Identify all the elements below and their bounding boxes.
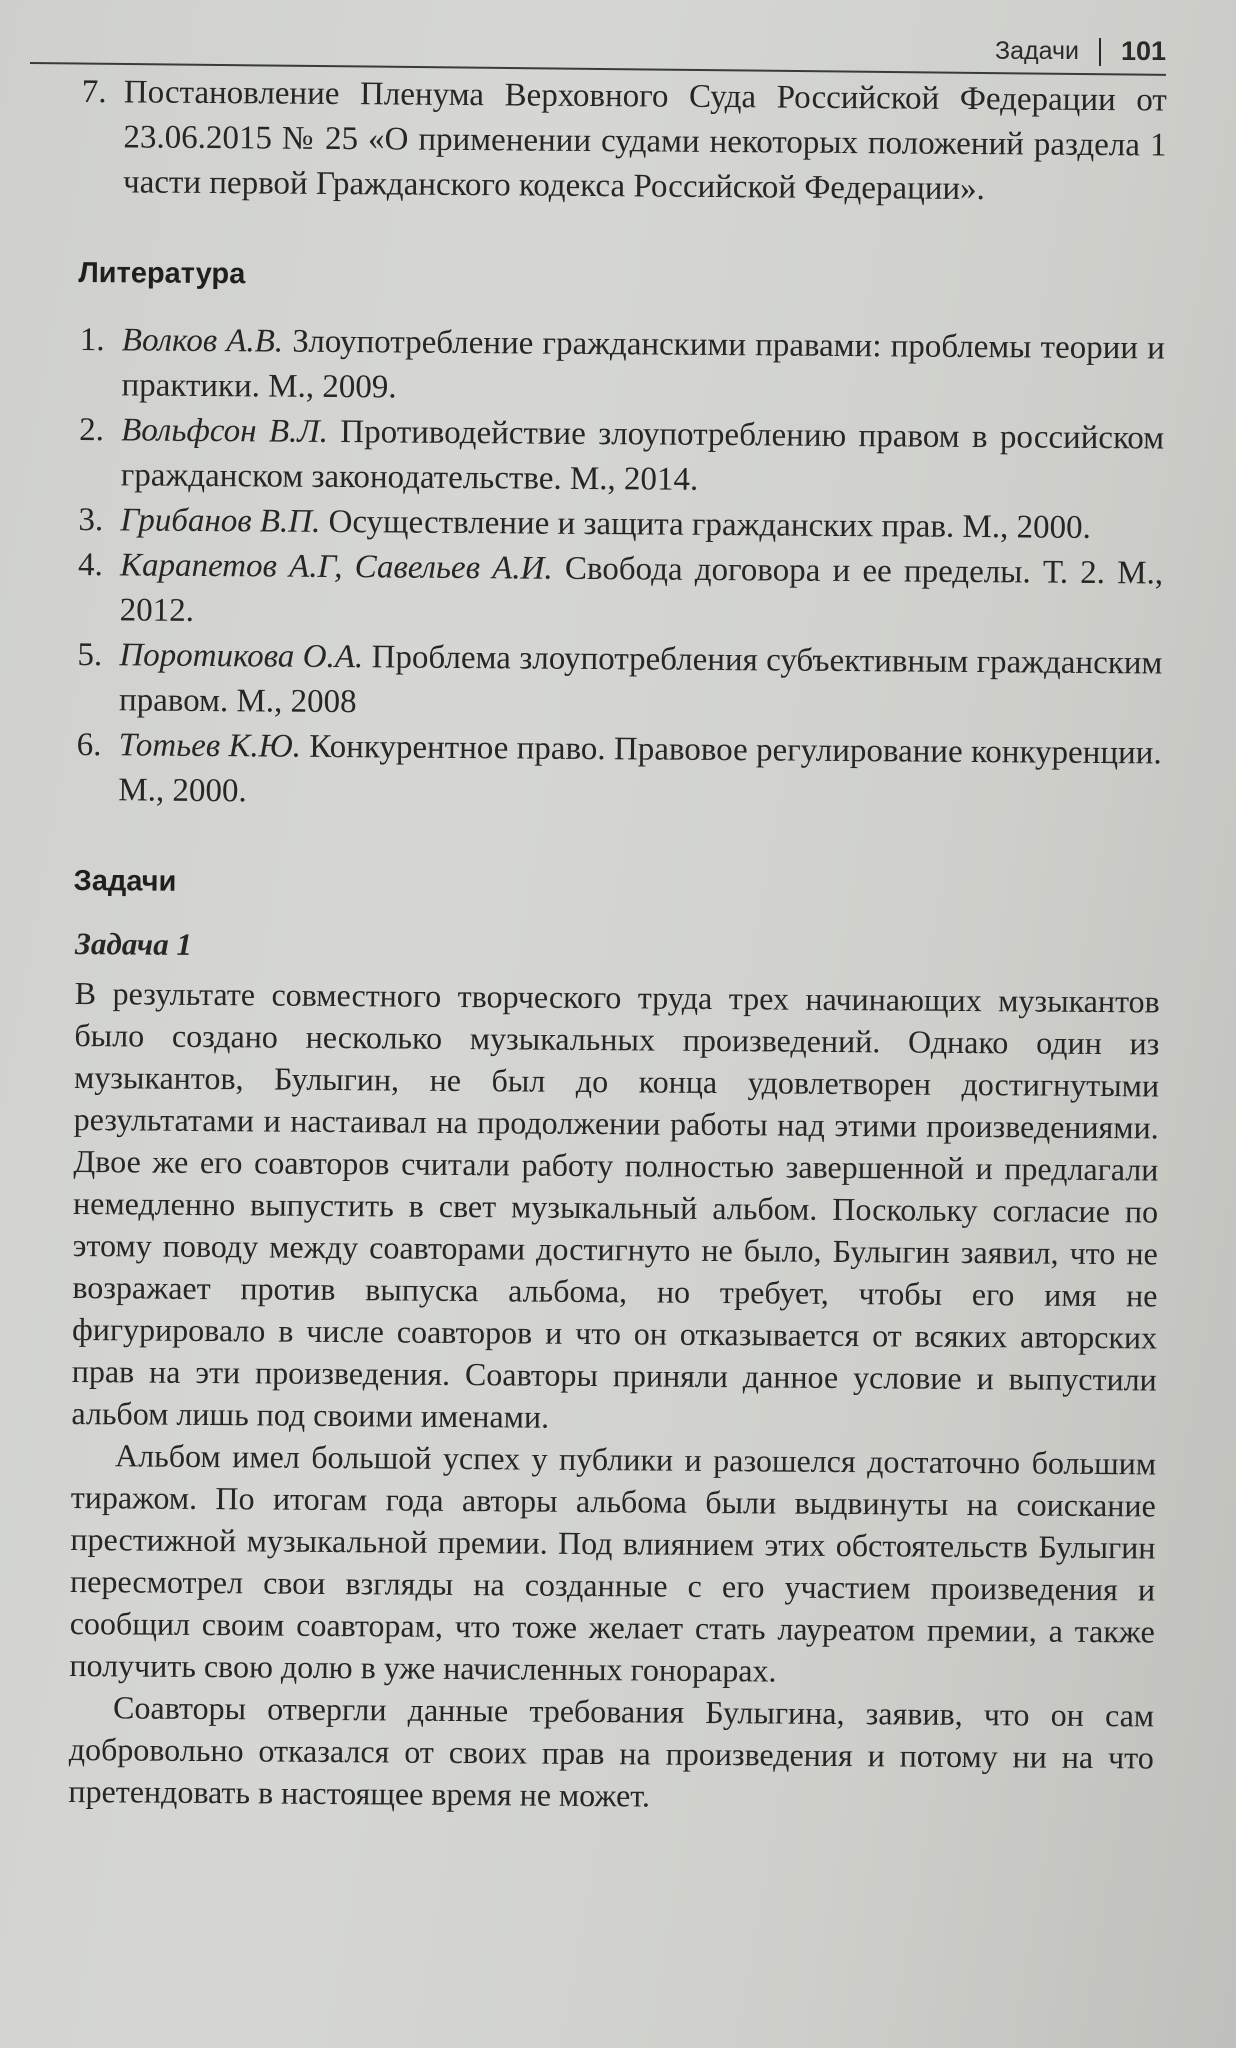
literature-item [76,723,1162,822]
literature-item [77,633,1163,732]
list-number: 6. [76,726,102,764]
list-text [121,408,1165,506]
header-divider [1099,38,1101,66]
running-header-section: Задачи [995,37,1079,65]
work-title: Злоупотребление гражданскими правами: проблемы теории и практики. М., 2009. [121,323,1165,406]
literature-item [79,318,1165,417]
task-title: Задача 1 [75,925,193,962]
author: Грибанов В.П. [120,502,321,540]
work-title: Проблема злоупотребления субъективным гражданским правом. М., 2008 [118,639,1163,721]
page-number: 101 [1120,36,1166,66]
list-text [119,633,1163,731]
author: Волков А.В. [121,322,284,360]
work-title: Конкурентное право. Правовое регулирование конкуренции. М., 2000. [118,728,1162,810]
task-paragraph: Соавторы отвергли данные требования Булыгина, заявив, что он сам добровольно отказался от своих прав на произведения и потому ни на что претендовать в настоящее время не может. [68,1689,1155,1814]
list-text [120,543,1164,641]
resolution-item [81,70,1167,214]
work-title: Противодействие злоупотреблению правом в российском гражданском законодательстве. М., 2014. [120,413,1165,498]
list-number: 7. [81,73,107,111]
work-title: Осуществление и защита гражданских прав. М., 2000. [320,503,1091,546]
author: Поротикова О.А. [119,637,364,676]
work-title: Свобода договора и ее пределы. Т. 2. М., 2012. [119,550,1164,629]
list-number: 5. [77,636,103,674]
list-text [121,318,1165,416]
list-number: 3. [78,501,104,539]
tasks-heading: Задачи [73,864,177,898]
page-content [68,70,1167,1820]
literature-heading: Литература [78,256,246,291]
literature-item [78,543,1164,642]
running-header [995,36,1166,67]
author: Вольфсон В.Л. [121,412,329,450]
task-paragraph: В результате совместного творческого труда трех начинающих музыкантов было создано несколько музыкальных произведений. Однако один из музыкантов, Булыгин, не был до конца удовлетворен достигнутыми результатами и настаивал на продолжении работы над этими произведениями. Двое же его соавторов считали работу полностью завершенной и предлагали немедленно выпустить в свет музыкальный альбом. Поскольку согласие по этому поводу между соавторами достигнуто не было, Булыгин заявил, что не возражает против выпуска альбома, но требует, чтобы его имя не фигурировало в числе соавторов и что он отказывается от всяких авторских прав на эти произведения. Соавторы приняли данное условие и выпустили альбом лишь под своими именами. [71,974,1160,1435]
list-text [120,498,1163,551]
list-text: Постановление Пленума Верховного Суда Российской Федерации от 23.06.2015 № 25 «О применении судами некоторых положений раздела 1 части первой Гражданского кодекса Российской Федерации». [122,74,1167,208]
list-number: 2. [79,411,105,449]
list-number: 1. [79,321,105,359]
literature-list [76,318,1165,822]
list-text [118,723,1162,821]
literature-item [79,408,1165,507]
task-paragraph: Альбом имел большой успех у публики и разошелся достаточно большим тиражом. По итогам года авторы альбома были выдвинуты на соискание престижной музыкальной премии. Под влиянием этих обстоятельств Булыгин пересмотрел свои взгляды на созданные с его участием произведения и сообщил своим соавторам, что тоже желает стать лауреатом премии, а также получить свою долю в уже начисленных гонорарах. [69,1437,1157,1689]
list-number: 4. [77,546,104,584]
author: Тотьев К.Ю. [118,727,302,765]
author: Карапетов А.Г, Савельев А.И. [119,547,553,587]
